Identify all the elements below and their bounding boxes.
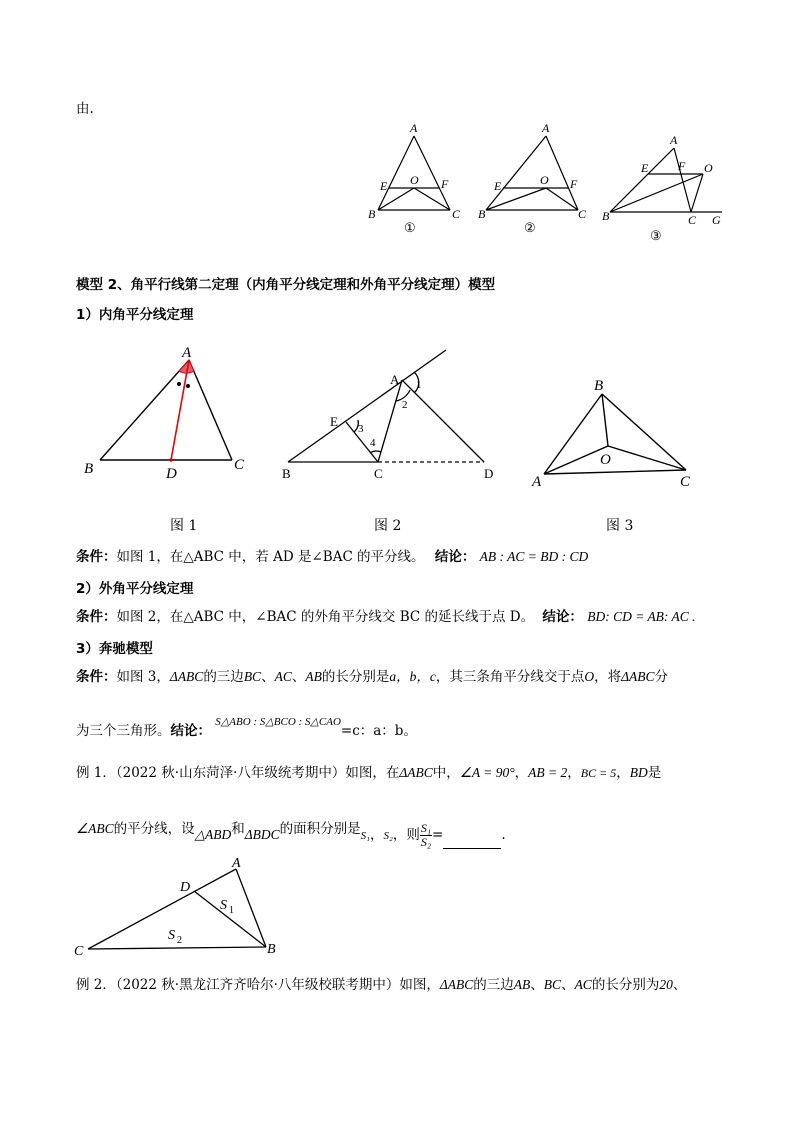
fig3-caption: 图 3 (606, 518, 634, 534)
cond3-o: O (584, 669, 595, 684)
fig2-C: C (374, 466, 383, 481)
fig2-n2: 2 (402, 399, 408, 411)
cond3-ab: AB (305, 669, 322, 684)
fig-top1-E: E (380, 179, 388, 193)
cond3-line2: 为三个三角形。 (76, 723, 171, 739)
ex1-fig-S2-sub: 2 (177, 935, 182, 946)
ex2-ab: AB (513, 977, 531, 992)
cond3-text-f: 分 (654, 669, 669, 685)
fig-top3-G: G (712, 213, 721, 227)
cond3-concl-tail: =c：a：b。 (340, 723, 417, 739)
top-figure-2 (486, 136, 578, 210)
fig-top3-B: B (602, 209, 610, 223)
ex1-line1-c: 是 (647, 765, 662, 781)
ex1-line2-a: ∠ABC (76, 821, 114, 836)
fig-top1-label: ① (404, 220, 416, 235)
ex1-line2-d: 的面积分别是 (279, 821, 361, 837)
ex1-answer-blank[interactable] (443, 834, 501, 849)
top-figures (360, 118, 740, 248)
fig-top1-B: B (368, 207, 376, 221)
fig3-O: O (600, 452, 611, 468)
cond1-concl: AB : AC = BD : CD (479, 549, 589, 564)
fig2-A: A (390, 372, 400, 387)
ex2-tri: ΔABC (439, 977, 474, 992)
condition-1 (76, 548, 588, 566)
fig1-caption: 图 1 (170, 518, 198, 534)
fig-top3-A: A (670, 133, 678, 147)
fig-top1-F: F (441, 177, 449, 191)
cond3-abc: a，b，c (389, 669, 436, 684)
fig3-A: A (532, 474, 542, 490)
sub2-title: 2）外角平分线定理 (76, 581, 194, 597)
ex2-line1-a: 例 2．（2022 秋·黑龙江齐齐哈尔·八年级校联考期中）如图， (76, 977, 440, 993)
fig2-n1: 1 (416, 379, 422, 391)
ex2-line1-c: 的长分别为 (591, 977, 660, 993)
cond3-sep2: 、 (291, 669, 306, 685)
fig2-caption: 图 2 (374, 518, 402, 534)
cond3-ac: AC (274, 669, 292, 684)
cond3-concl-label: 结论： (170, 723, 211, 739)
fig-top2-B: B (478, 207, 486, 221)
cond1-text: 如图 1，在△ABC 中，若 AD 是∠BAC 的平分线。 (116, 549, 425, 565)
ex1-fig-C: C (74, 944, 84, 955)
fig-top2-label: ② (524, 220, 536, 235)
ex1-line2-c: 和 (231, 821, 245, 837)
condition-2 (76, 608, 696, 626)
fig3-B: B (594, 378, 604, 394)
fig-top2-E: E (494, 179, 502, 193)
fig-top2-C: C (578, 207, 587, 221)
cond3-bc: BC (243, 669, 262, 684)
sub3-title: 3）奔驰模型 (76, 641, 153, 657)
ex1-line2-f: = (432, 827, 444, 843)
cond2-text: 如图 2，在△ABC 中，∠BAC 的外角平分线交 BC 的延长线于点 D。 (116, 609, 535, 625)
fig-top1-O: O (410, 173, 419, 187)
fig1-dot-right (186, 384, 190, 388)
ex1-abd: △ABD (194, 827, 232, 842)
fig2-B: B (282, 466, 291, 481)
ex1-line2-e: ，则 (392, 827, 420, 843)
top-figure-3 (610, 148, 722, 212)
figure-3 (526, 372, 706, 494)
ex1-cond-a: ∠A = 90° (459, 765, 515, 780)
fig2-n4: 4 (370, 437, 376, 449)
cond2-label: 条件： (76, 609, 117, 625)
cond1-label: 条件： (76, 549, 117, 565)
fig-top3-E: E (641, 161, 649, 175)
ex1-fig-S2: S (168, 928, 175, 943)
figure-2 (278, 340, 508, 490)
cond3-text-a: 如图 3， (116, 669, 170, 685)
example-1-line1: 例 1．（2022 秋·山东菏泽·八年级统考期中）如图，在ΔABC中，∠A = 90°，AB = 2，BC = 5，BD是 (76, 765, 662, 781)
fig-top3-label: ③ (650, 228, 662, 243)
ex1-cond-b: AB = 2 (528, 765, 568, 780)
condition-3-line1 (76, 668, 668, 686)
top-text: 由. (76, 101, 94, 117)
cond3-concl-expr: S△ABO : S△BCO : S△CAO (215, 716, 341, 728)
ex1-fig-S1-sub: 1 (229, 905, 234, 916)
ex2-bc: BC (543, 977, 562, 992)
cond3-text-e: ，将 (594, 669, 622, 685)
ex1-bd: BD (629, 765, 648, 780)
ex1-tri: ΔABC (399, 765, 433, 780)
ex1-frac-den: S₂ (420, 835, 431, 849)
ex1-bdc: ΔBDC (244, 827, 280, 842)
ex2-line1-b: 的三边 (473, 977, 514, 993)
ex1-line1-b: 中， (432, 765, 460, 781)
fig-top2-O: O (540, 173, 549, 187)
fig1-C: C (234, 457, 245, 473)
cond3-tri: ΔABC (169, 669, 204, 684)
cond2-concl: BD: CD = AB: AC . (587, 609, 696, 624)
ex1-fig-D: D (180, 880, 191, 895)
fig2-D: D (484, 466, 494, 481)
ex1-line2-b: 的平分线，设 (113, 821, 195, 837)
model2-title: 模型 2、角平行线第二定理（内角平分线定理和外角平分线定理）模型 (76, 277, 496, 293)
example-1-figure (70, 855, 290, 955)
sub1-title: 1）内角平分线定理 (76, 307, 194, 323)
cond3-label: 条件： (76, 669, 117, 685)
fig-top3-C: C (688, 213, 697, 227)
ex1-fig-A: A (232, 856, 241, 871)
fig-top3-F: F (678, 159, 686, 173)
figure-1 (76, 340, 266, 490)
cond3-text-b: 的三边 (203, 669, 244, 685)
ex1-fig-S1: S (220, 898, 227, 913)
fig2-n3: 3 (358, 423, 364, 435)
fig-top3-O: O (704, 161, 713, 175)
cond3-tri2: ΔABC (621, 669, 655, 684)
cond3-sep: 、 (261, 669, 275, 685)
fig1-D: D (166, 466, 177, 482)
ex1-line1-a: 例 1．（2022 秋·山东菏泽·八年级统考期中）如图，在 (76, 765, 400, 781)
fig-top1-C: C (452, 207, 461, 221)
ex1-fraction (420, 822, 432, 849)
fig2-E: E (330, 414, 338, 429)
cond3-text-c: 的长分别是 (321, 669, 390, 685)
ex1-line2-g: . (501, 827, 506, 843)
ex2-tail: 、 (672, 977, 687, 993)
fig-top2-A: A (542, 121, 550, 135)
cond3-text-d: ，其三条角平分线交于点 (435, 669, 585, 685)
ex1-s1: S₁ (360, 830, 370, 842)
cond1-concl-label: 结论： (434, 549, 476, 565)
example-1-line2: ∠ABC的平分线，设△ABD和ΔBDC的面积分别是S₁，S₂，则 $\frac{\text{S₁}}{\text{S₂}}$ = . (76, 821, 506, 849)
example-2-line1: 例 2．（2022 秋·黑龙江齐齐哈尔·八年级校联考期中）如图，ΔABC的三边AB、BC、AC的长分别为20、 (76, 977, 687, 993)
ex1-s2: S₂ (383, 830, 393, 842)
fig3-C: C (680, 474, 691, 490)
ex2-val: 20 (659, 977, 673, 992)
ex1-fig-B: B (267, 942, 276, 955)
fig1-dot-left (177, 382, 181, 386)
cond2-concl-label: 结论： (542, 609, 583, 625)
ex1-cond-c: BC = 5 (580, 766, 617, 780)
fig-top1-A: A (410, 121, 418, 135)
fig-top2-F: F (570, 177, 578, 191)
ex2-ac: AC (574, 977, 592, 992)
condition-3-line2 (76, 716, 417, 741)
ex1-frac-num: S₁ (420, 821, 431, 835)
fig1-bisector (171, 360, 189, 460)
fig1-A: A (182, 345, 192, 361)
fig1-B: B (84, 461, 94, 477)
